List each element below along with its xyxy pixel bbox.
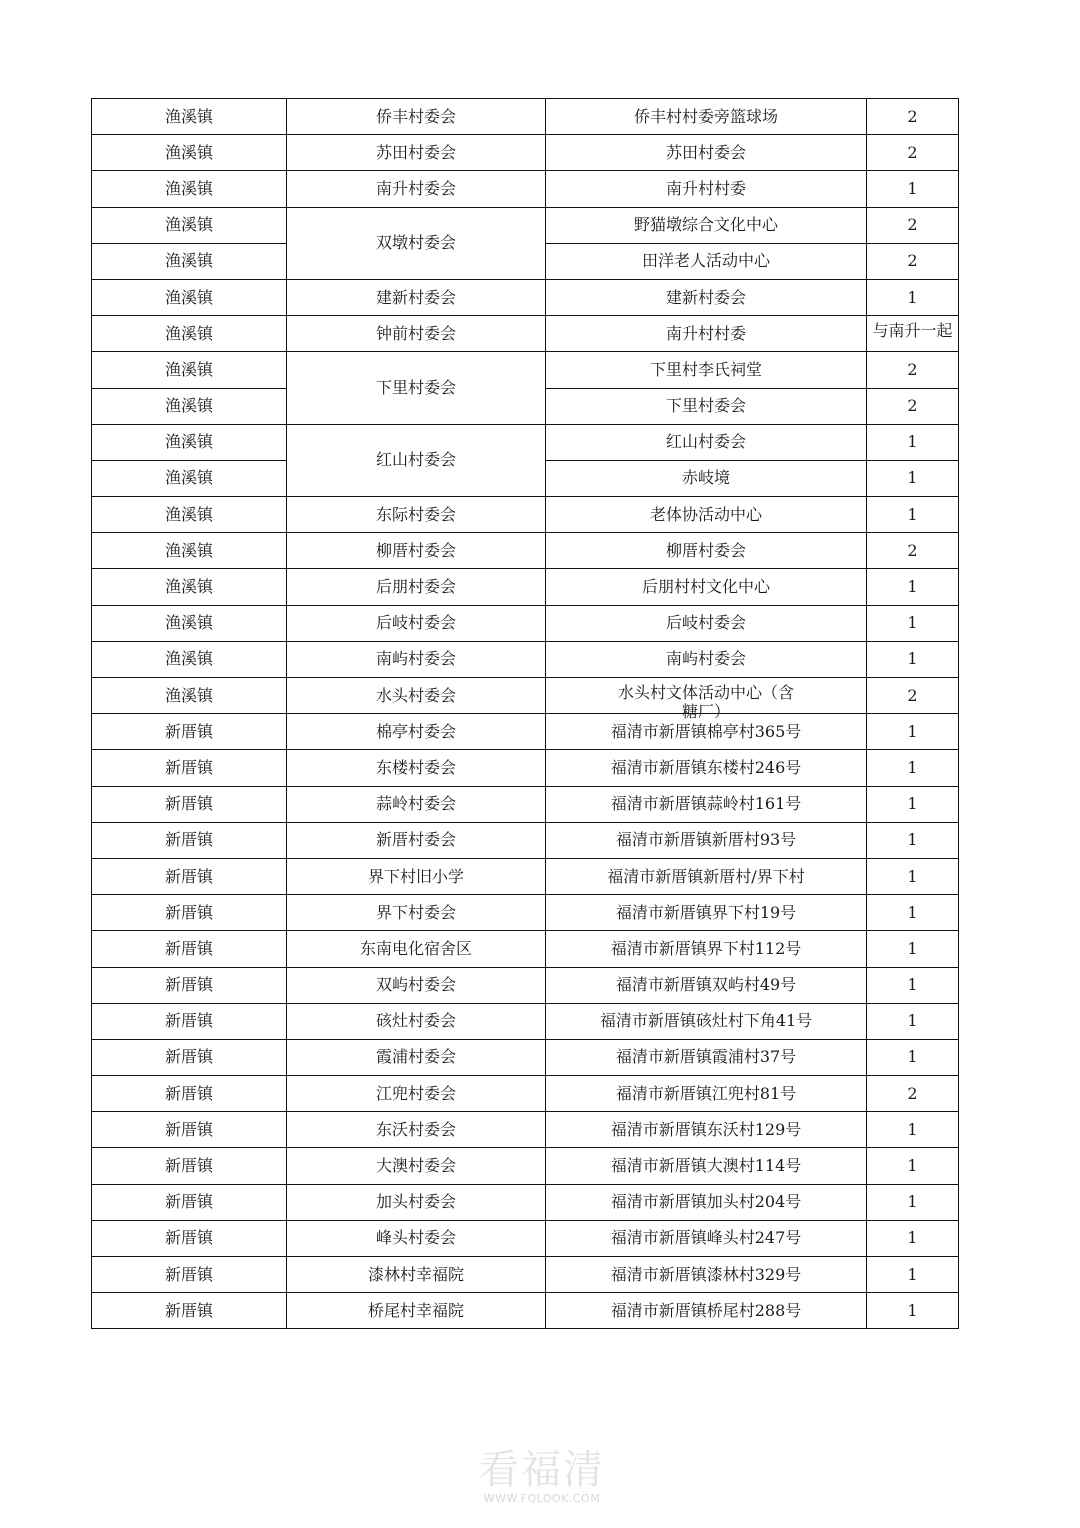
site-cell: 江兜村委会 <box>287 1076 546 1112</box>
site-cell: 后朋村委会 <box>287 569 546 605</box>
count-cell: 1 <box>867 1220 959 1256</box>
count-cell <box>867 316 959 352</box>
count-cell: 1 <box>867 1003 959 1039</box>
town-cell: 新厝镇 <box>92 895 287 931</box>
count-cell: 2 <box>867 135 959 171</box>
table-row <box>92 714 959 750</box>
table-row <box>92 895 959 931</box>
town-cell: 渔溪镇 <box>92 316 287 352</box>
table-row <box>92 171 959 207</box>
site-cell: 大澳村委会 <box>287 1148 546 1184</box>
location-cell: 柳厝村委会 <box>546 533 867 569</box>
count-cell: 1 <box>867 460 959 496</box>
site-cell: 桥尾村幸福院 <box>287 1293 546 1329</box>
table-row <box>92 352 959 388</box>
town-cell: 渔溪镇 <box>92 243 287 279</box>
town-cell: 渔溪镇 <box>92 460 287 496</box>
location-cell: 野猫墩综合文化中心 <box>546 207 867 243</box>
table-row <box>92 750 959 786</box>
town-cell: 渔溪镇 <box>92 497 287 533</box>
location-cell: 下里村委会 <box>546 388 867 424</box>
table-row <box>92 605 959 641</box>
town-cell: 新厝镇 <box>92 750 287 786</box>
count-cell: 2 <box>867 388 959 424</box>
location-cell: 福清市新厝镇蒜岭村161号 <box>546 786 867 822</box>
table-row <box>92 316 959 352</box>
site-cell: 硋灶村委会 <box>287 1003 546 1039</box>
location-cell: 福清市新厝镇东沃村129号 <box>546 1112 867 1148</box>
table-row <box>92 1039 959 1075</box>
location-cell: 田洋老人活动中心 <box>546 243 867 279</box>
location-cell: 福清市新厝镇双屿村49号 <box>546 967 867 1003</box>
site-cell: 新厝村委会 <box>287 822 546 858</box>
location-cell: 建新村委会 <box>546 279 867 315</box>
town-cell: 渔溪镇 <box>92 207 287 243</box>
table-row <box>92 569 959 605</box>
location-cell: 南升村村委 <box>546 171 867 207</box>
count-cell: 1 <box>867 786 959 822</box>
count-cell: 1 <box>867 967 959 1003</box>
town-cell: 新厝镇 <box>92 1076 287 1112</box>
table-row <box>92 1148 959 1184</box>
count-cell: 2 <box>867 243 959 279</box>
count-cell: 1 <box>867 858 959 894</box>
site-cell: 红山村委会 <box>287 424 546 496</box>
town-cell: 新厝镇 <box>92 786 287 822</box>
location-cell: 福清市新厝镇棉亭村365号 <box>546 714 867 750</box>
count-cell: 1 <box>867 1112 959 1148</box>
town-cell: 新厝镇 <box>92 1220 287 1256</box>
town-cell: 新厝镇 <box>92 967 287 1003</box>
location-cell: 侨丰村村委旁篮球场 <box>546 99 867 135</box>
site-cell: 东沃村委会 <box>287 1112 546 1148</box>
table-row <box>92 641 959 677</box>
count-cell: 1 <box>867 714 959 750</box>
site-cell: 蒜岭村委会 <box>287 786 546 822</box>
town-cell: 新厝镇 <box>92 822 287 858</box>
site-cell: 后岐村委会 <box>287 605 546 641</box>
count-cell: 1 <box>867 750 959 786</box>
count-cell: 1 <box>867 1148 959 1184</box>
site-cell: 南屿村委会 <box>287 641 546 677</box>
count-cell: 1 <box>867 1293 959 1329</box>
site-cell: 南升村委会 <box>287 171 546 207</box>
count-cell: 2 <box>867 99 959 135</box>
location-cell: 后岐村委会 <box>546 605 867 641</box>
site-cell: 霞浦村委会 <box>287 1039 546 1075</box>
count-cell: 1 <box>867 895 959 931</box>
site-table <box>91 98 959 1329</box>
site-cell: 建新村委会 <box>287 279 546 315</box>
table-row <box>92 207 959 243</box>
table-row <box>92 1293 959 1329</box>
location-cell: 赤岐境 <box>546 460 867 496</box>
town-cell: 新厝镇 <box>92 714 287 750</box>
town-cell: 新厝镇 <box>92 1148 287 1184</box>
count-cell: 1 <box>867 931 959 967</box>
table-row <box>92 1184 959 1220</box>
town-cell: 新厝镇 <box>92 1184 287 1220</box>
count-cell: 1 <box>867 822 959 858</box>
town-cell: 渔溪镇 <box>92 171 287 207</box>
table-row <box>92 533 959 569</box>
location-cell: 福清市新厝镇界下村19号 <box>546 895 867 931</box>
town-cell: 新厝镇 <box>92 1003 287 1039</box>
town-cell: 渔溪镇 <box>92 279 287 315</box>
site-cell: 水头村委会 <box>287 678 546 714</box>
location-cell: 福清市新厝镇漆林村329号 <box>546 1257 867 1293</box>
location-cell: 福清市新厝镇硋灶村下角41号 <box>546 1003 867 1039</box>
table-row <box>92 1257 959 1293</box>
table-row <box>92 822 959 858</box>
count-cell: 2 <box>867 352 959 388</box>
town-cell: 新厝镇 <box>92 1039 287 1075</box>
watermark-title: 看福清 <box>479 1447 605 1493</box>
table-row <box>92 931 959 967</box>
count-cell: 2 <box>867 1076 959 1112</box>
site-cell: 双屿村委会 <box>287 967 546 1003</box>
town-cell: 渔溪镇 <box>92 424 287 460</box>
table-row <box>92 678 959 714</box>
location-cell: 福清市新厝镇新厝村/界下村 <box>546 858 867 894</box>
site-cell: 界下村委会 <box>287 895 546 931</box>
table-row <box>92 1076 959 1112</box>
table-row <box>92 1220 959 1256</box>
site-cell: 钟前村委会 <box>287 316 546 352</box>
location-cell: 福清市新厝镇桥尾村288号 <box>546 1293 867 1329</box>
watermark-url: WWW.FQLOOK.COM <box>483 1492 601 1505</box>
town-cell: 渔溪镇 <box>92 388 287 424</box>
table-row <box>92 786 959 822</box>
count-cell: 1 <box>867 605 959 641</box>
table-row <box>92 424 959 460</box>
watermark-logo <box>472 1448 612 1505</box>
town-cell: 新厝镇 <box>92 931 287 967</box>
site-cell: 双墩村委会 <box>287 207 546 279</box>
table-row <box>92 1003 959 1039</box>
town-cell: 渔溪镇 <box>92 99 287 135</box>
location-cell: 红山村委会 <box>546 424 867 460</box>
site-cell: 苏田村委会 <box>287 135 546 171</box>
location-cell: 福清市新厝镇大澳村114号 <box>546 1148 867 1184</box>
table-row <box>92 1112 959 1148</box>
count-note: 与南升一起 <box>872 320 953 340</box>
count-cell: 2 <box>867 533 959 569</box>
location-cell: 福清市新厝镇江兜村81号 <box>546 1076 867 1112</box>
site-cell: 侨丰村委会 <box>287 99 546 135</box>
site-cell: 峰头村委会 <box>287 1220 546 1256</box>
table-row <box>92 279 959 315</box>
town-cell: 渔溪镇 <box>92 605 287 641</box>
count-cell: 1 <box>867 1257 959 1293</box>
location-cell: 福清市新厝镇新厝村93号 <box>546 822 867 858</box>
location-cell: 南屿村委会 <box>546 641 867 677</box>
town-cell: 渔溪镇 <box>92 352 287 388</box>
site-cell: 柳厝村委会 <box>287 533 546 569</box>
count-cell: 2 <box>867 207 959 243</box>
town-cell: 新厝镇 <box>92 1257 287 1293</box>
count-cell: 1 <box>867 569 959 605</box>
town-cell: 新厝镇 <box>92 858 287 894</box>
town-cell: 渔溪镇 <box>92 641 287 677</box>
town-cell: 新厝镇 <box>92 1293 287 1329</box>
town-cell: 渔溪镇 <box>92 678 287 714</box>
count-cell: 1 <box>867 279 959 315</box>
town-cell: 新厝镇 <box>92 1112 287 1148</box>
count-cell: 1 <box>867 497 959 533</box>
site-cell: 东楼村委会 <box>287 750 546 786</box>
location-cell: 南升村村委 <box>546 316 867 352</box>
count-cell: 1 <box>867 424 959 460</box>
location-cell: 福清市新厝镇界下村112号 <box>546 931 867 967</box>
location-cell: 苏田村委会 <box>546 135 867 171</box>
count-cell: 1 <box>867 171 959 207</box>
count-cell: 2 <box>867 678 959 714</box>
site-cell: 界下村旧小学 <box>287 858 546 894</box>
table-row <box>92 135 959 171</box>
table-row <box>92 497 959 533</box>
table-row <box>92 967 959 1003</box>
count-cell: 1 <box>867 1039 959 1075</box>
location-cell <box>546 678 867 721</box>
location-cell: 福清市新厝镇加头村204号 <box>546 1184 867 1220</box>
site-cell: 加头村委会 <box>287 1184 546 1220</box>
town-cell: 渔溪镇 <box>92 569 287 605</box>
town-cell: 渔溪镇 <box>92 135 287 171</box>
location-cell: 福清市新厝镇霞浦村37号 <box>546 1039 867 1075</box>
table-row <box>92 858 959 894</box>
location-cell: 后朋村村文化中心 <box>546 569 867 605</box>
location-cell: 老体协活动中心 <box>546 497 867 533</box>
table-row <box>92 99 959 135</box>
location-cell: 下里村李氏祠堂 <box>546 352 867 388</box>
site-cell: 下里村委会 <box>287 352 546 424</box>
site-cell: 东际村委会 <box>287 497 546 533</box>
site-cell: 棉亭村委会 <box>287 714 546 750</box>
location-note: 水头村文体活动中心（含糖厂） <box>617 682 794 721</box>
location-cell: 福清市新厝镇东楼村246号 <box>546 750 867 786</box>
site-cell: 漆林村幸福院 <box>287 1257 546 1293</box>
town-cell: 渔溪镇 <box>92 533 287 569</box>
site-cell: 东南电化宿舍区 <box>287 931 546 967</box>
count-cell: 1 <box>867 641 959 677</box>
count-cell: 1 <box>867 1184 959 1220</box>
location-cell: 福清市新厝镇峰头村247号 <box>546 1220 867 1256</box>
